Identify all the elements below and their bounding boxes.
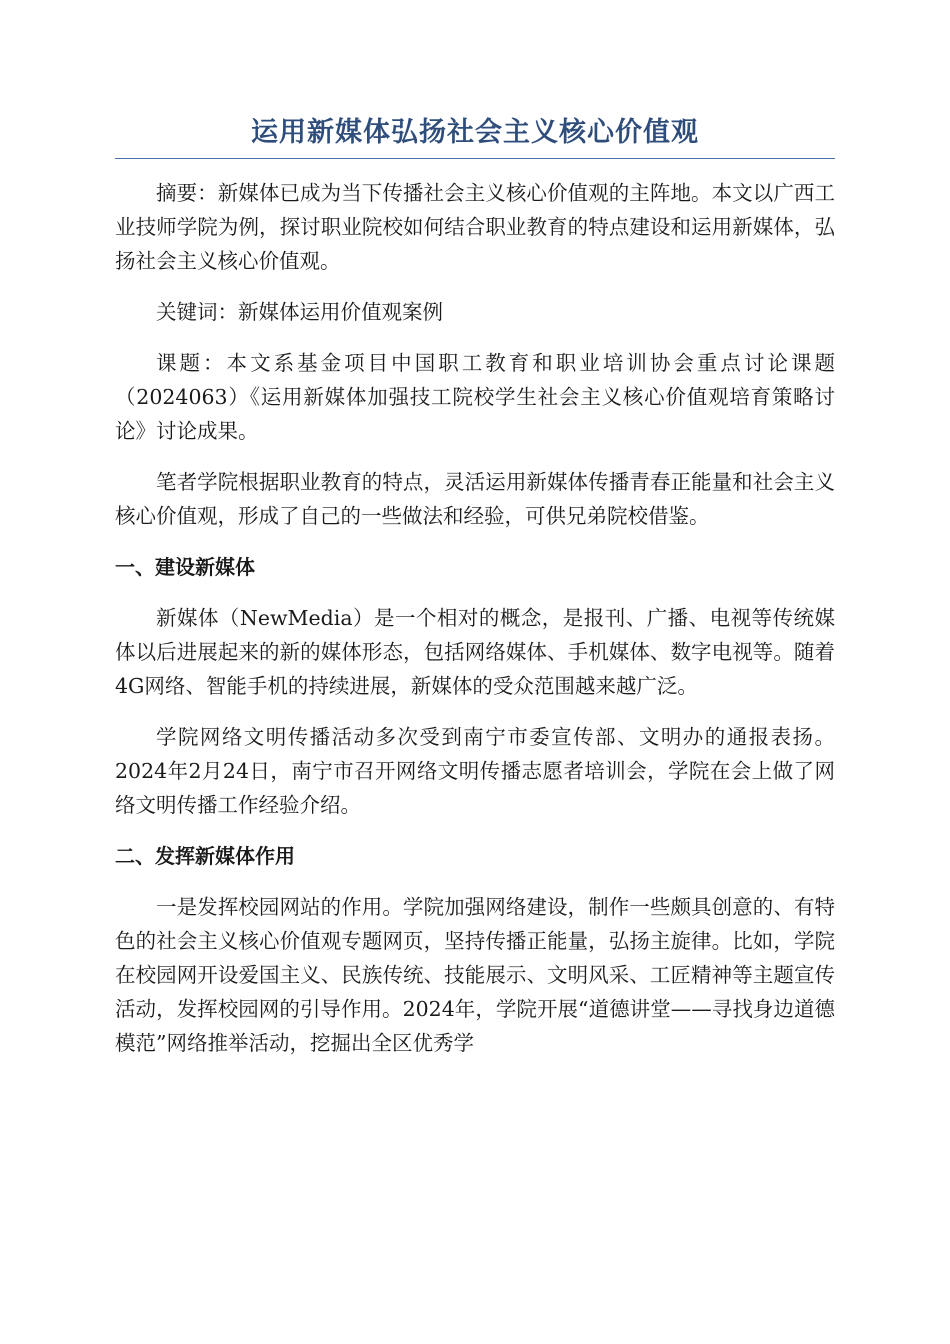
document-page (115, 110, 835, 1077)
section1-paragraph-2: 学院网络文明传播活动多次受到南宁市委宣传部、文明办的通报表扬。2024年2月24日，南宁市召开网络文明传播志愿者培训会，学院在会上做了网络文明传播工作经验介绍。 (115, 725, 835, 817)
keywords-paragraph: 关键词：新媒体运用价值观案例 (156, 300, 443, 324)
section2-paragraph-1: 一是发挥校园网站的作用。学院加强网络建设，制作一些颇具创意的、有特色的社会主义核心价值观专题网页，坚持传播正能量，弘扬主旋律。比如，学院在校园网开设爱国主义、民族传统、技能展示、文明风采、工匠精神等主题宣传活动，发挥校园网的引导作用。2024年，学院开展“道德讲堂——寻找身边道德模范”网络推举活动，挖掘出全区优秀学 (115, 895, 835, 1055)
project-paragraph: 课题：本文系基金项目中国职工教育和职业培训协会重点讨论课题（2024063）《运用新媒体加强技工院校学生社会主义核心价值观培育策略讨论》讨论成果。 (115, 351, 835, 443)
abstract-paragraph: 摘要：新媒体已成为当下传播社会主义核心价值观的主阵地。本文以广西工业技师学院为例，探讨职业院校如何结合职业教育的特点建设和运用新媒体，弘扬社会主义核心价值观。 (115, 181, 835, 273)
section-heading-1: 一、建设新媒体 (115, 555, 255, 579)
section1-paragraph-1: 新媒体（NewMedia）是一个相对的概念，是报刊、广播、电视等传统媒体以后进展起来的新的媒体形态，包括网络媒体、手机媒体、数字电视等。随着4G网络、智能手机的持续进展，新媒体的受众范围越来越广泛。 (115, 606, 835, 698)
document-title: 运用新媒体弘扬社会主义核心价值观 (251, 117, 699, 148)
title-underline (115, 158, 835, 159)
section-heading-2: 二、发挥新媒体作用 (115, 844, 295, 868)
intro-paragraph: 笔者学院根据职业教育的特点，灵活运用新媒体传播青春正能量和社会主义核心价值观，形成了自己的一些做法和经验，可供兄弟院校借鉴。 (115, 470, 835, 528)
